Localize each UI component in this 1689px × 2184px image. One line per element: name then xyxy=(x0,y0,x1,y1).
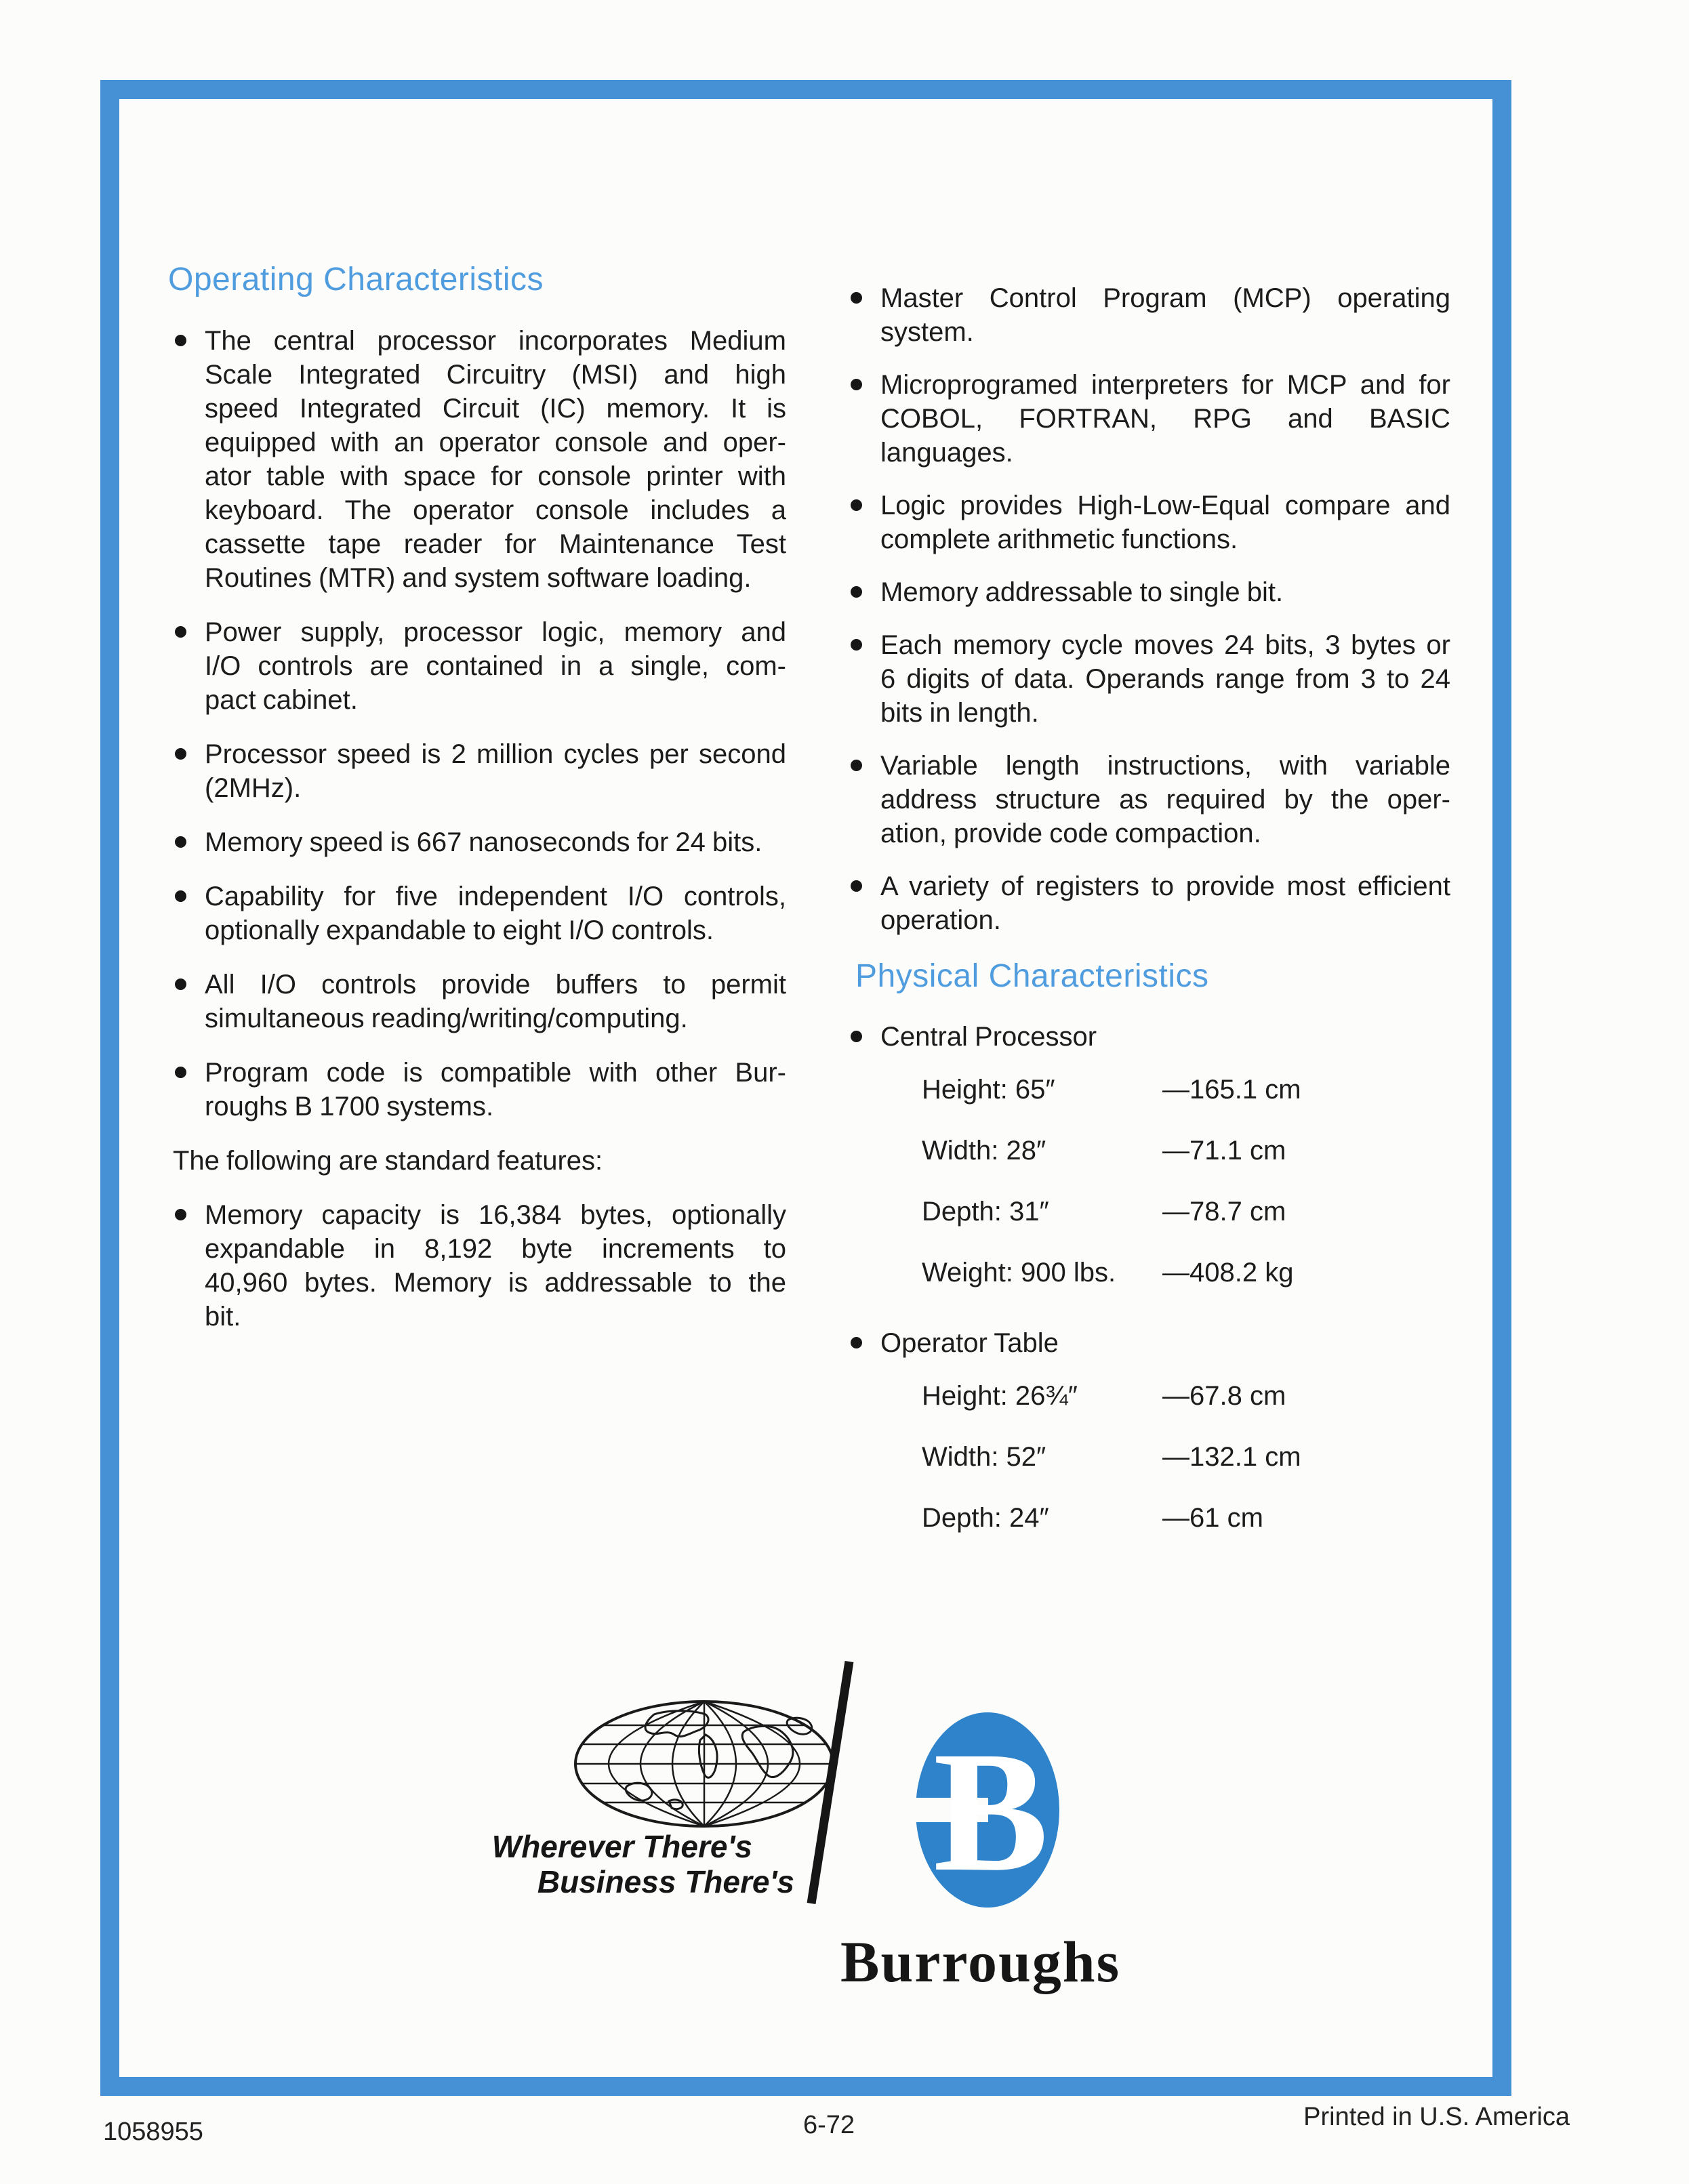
text-line: (2MHz). xyxy=(205,773,302,803)
logo-tagline-line2: Business There's xyxy=(537,1864,794,1899)
text-line: equipped with an operator console and oper- xyxy=(205,428,786,457)
bullet-dot-icon xyxy=(175,836,186,848)
text-line: All I/O controls provide buffers to permit xyxy=(205,970,786,1000)
bullet-paragraph xyxy=(173,615,786,717)
bullet-dot-icon xyxy=(175,748,186,760)
spec-metric-value: —61 cm xyxy=(1162,1503,1263,1533)
spec-label: Height: 65″ xyxy=(922,1075,1055,1105)
right-column xyxy=(849,281,1450,1562)
bullet-paragraph xyxy=(849,1020,1450,1054)
text-line: cassette tape reader for Maintenance Test xyxy=(205,529,786,559)
paragraph-text xyxy=(880,575,1450,609)
text-line: ation, provide code compaction. xyxy=(880,819,1261,848)
text-line: roughs B 1700 systems. xyxy=(205,1092,494,1121)
spec-metric-value: —67.8 cm xyxy=(1162,1381,1286,1411)
bullet-paragraph xyxy=(849,628,1450,730)
text-line: The following are standard features: xyxy=(173,1146,603,1176)
bullet-dot-icon xyxy=(175,1209,186,1220)
bullet-paragraph xyxy=(849,1326,1450,1360)
paragraph-text xyxy=(205,968,786,1035)
spec-rows xyxy=(849,1379,1450,1535)
text-line: optionally expandable to eight I/O controls. xyxy=(205,915,714,945)
bullet-dot-icon xyxy=(851,292,862,304)
plain-paragraph xyxy=(173,1144,786,1178)
spec-label: Width: 52″ xyxy=(922,1442,1046,1472)
text-line: speed Integrated Circuit (IC) memory. It is xyxy=(205,394,786,424)
spec-row xyxy=(922,1379,1450,1413)
text-line: 6 digits of data. Operands range from 3 to 24 xyxy=(880,664,1450,694)
text-line: address structure as required by the oper- xyxy=(880,785,1450,815)
paragraph-text xyxy=(880,368,1450,470)
bullet-paragraph xyxy=(173,324,786,595)
text-line: Master Control Program (MCP) operating xyxy=(880,283,1450,313)
text-line: A variety of registers to provide most efficient xyxy=(880,871,1450,901)
text-line: Processor speed is 2 million cycles per second xyxy=(205,739,786,769)
physical-spec-table xyxy=(849,1020,1450,1535)
spec-metric-value: —71.1 cm xyxy=(1162,1136,1286,1166)
bullet-dot-icon xyxy=(175,890,186,902)
text-line: Scale Integrated Circuitry (MSI) and high xyxy=(205,360,786,390)
text-line: Central Processor xyxy=(880,1022,1097,1052)
paragraph-text xyxy=(205,1056,786,1124)
paragraph-text xyxy=(880,628,1450,730)
paragraph-text xyxy=(880,869,1450,937)
text-line: operation. xyxy=(880,905,1001,935)
text-line: Microprogramed interpreters for MCP and for xyxy=(880,370,1450,400)
spec-label: Width: 28″ xyxy=(922,1136,1046,1166)
paragraph-text xyxy=(205,324,786,595)
text-line: Each memory cycle moves 24 bits, 3 bytes or xyxy=(880,630,1450,660)
spec-rows xyxy=(849,1073,1450,1290)
spec-row xyxy=(922,1440,1450,1474)
paragraph-text xyxy=(880,281,1450,349)
text-line: Operator Table xyxy=(880,1328,1059,1358)
bullet-paragraph xyxy=(849,281,1450,349)
globe-icon xyxy=(573,1699,836,1828)
bullet-paragraph xyxy=(173,1056,786,1124)
spec-metric-value: —132.1 cm xyxy=(1162,1442,1301,1472)
bullet-dot-icon xyxy=(851,880,862,892)
spec-label: Height: 26¾″ xyxy=(922,1381,1078,1411)
paragraph-text xyxy=(205,737,786,805)
bullet-paragraph xyxy=(173,825,786,859)
logo-tagline-line1: Wherever There's xyxy=(491,1829,752,1864)
text-line: Memory speed is 667 nanoseconds for 24 bits. xyxy=(205,827,762,857)
section-heading-physical-characteristics: Physical Characteristics xyxy=(855,958,1209,994)
spec-row xyxy=(922,1195,1450,1229)
text-line: Routines (MTR) and system software loading. xyxy=(205,563,752,593)
section-heading-operating-characteristics: Operating Characteristics xyxy=(168,262,544,297)
text-line: Variable length instructions, with variable xyxy=(880,751,1450,781)
spec-label: Weight: 900 lbs. xyxy=(922,1258,1116,1287)
text-line: ator table with space for console printer with xyxy=(205,461,786,491)
spec-row xyxy=(922,1256,1450,1290)
bullet-dot-icon xyxy=(851,499,862,511)
bullet-dot-icon xyxy=(851,1031,862,1042)
spec-row xyxy=(922,1501,1450,1535)
spec-metric-value: —408.2 kg xyxy=(1162,1258,1294,1287)
text-line: Logic provides High-Low-Equal compare and xyxy=(880,491,1450,520)
bullet-dot-icon xyxy=(175,335,186,346)
spec-group xyxy=(849,1326,1450,1535)
bullet-paragraph xyxy=(849,749,1450,850)
text-line: simultaneous reading/writing/computing. xyxy=(205,1004,688,1033)
bullet-paragraph xyxy=(849,575,1450,609)
text-line: The central processor incorporates Medium xyxy=(205,326,786,356)
bullet-dot-icon xyxy=(175,1067,186,1078)
bullet-paragraph xyxy=(173,968,786,1035)
spec-label: Depth: 24″ xyxy=(922,1503,1049,1533)
paragraph-text xyxy=(880,489,1450,556)
bullet-dot-icon xyxy=(851,586,862,598)
paragraph-text xyxy=(205,880,786,947)
right-column-bullet-list xyxy=(849,281,1450,937)
text-line: bits in length. xyxy=(880,698,1039,728)
bullet-paragraph xyxy=(173,1198,786,1334)
footer-printed-in: Printed in U.S. America xyxy=(1303,2103,1570,2131)
bullet-paragraph xyxy=(173,880,786,947)
bullet-dot-icon xyxy=(851,379,862,390)
spec-row xyxy=(922,1134,1450,1168)
text-line: Capability for five independent I/O controls, xyxy=(205,882,786,911)
text-line: bit. xyxy=(205,1302,241,1332)
text-line: Memory capacity is 16,384 bytes, optionally xyxy=(205,1200,786,1230)
spec-group xyxy=(849,1020,1450,1290)
text-line: keyboard. The operator console includes a xyxy=(205,495,786,525)
paragraph-text xyxy=(205,825,786,859)
bullet-dot-icon xyxy=(851,1337,862,1348)
text-line: COBOL, FORTRAN, RPG and BASIC languages. xyxy=(880,404,1450,468)
text-line: system. xyxy=(880,317,974,347)
text-line: expandable in 8,192 byte increments to xyxy=(205,1234,786,1264)
text-line: Program code is compatible with other Bur- xyxy=(205,1058,786,1088)
burroughs-b-icon xyxy=(912,1709,1063,1911)
spec-metric-value: —78.7 cm xyxy=(1162,1197,1286,1227)
spec-label: Depth: 31″ xyxy=(922,1197,1049,1227)
spec-row xyxy=(922,1073,1450,1107)
text-line: 40,960 bytes. Memory is addressable to the xyxy=(205,1268,786,1298)
paragraph-text xyxy=(880,1020,1450,1054)
brand-wordmark: Burroughs xyxy=(840,1929,1121,1994)
paragraph-text xyxy=(880,1326,1450,1360)
left-column xyxy=(173,324,786,1354)
bullet-dot-icon xyxy=(175,978,186,990)
bullet-paragraph xyxy=(173,737,786,805)
text-line: I/O controls are contained in a single, com- xyxy=(205,651,786,681)
slash-mark xyxy=(803,1657,859,1909)
text-line: Memory addressable to single bit. xyxy=(880,577,1284,607)
bullet-paragraph xyxy=(849,489,1450,556)
bullet-dot-icon xyxy=(175,626,186,638)
paragraph-text xyxy=(205,615,786,717)
text-line: pact cabinet. xyxy=(205,685,358,715)
footer-form-number: 1058955 xyxy=(103,2118,203,2146)
footer-page-number: 6-72 xyxy=(803,2111,855,2139)
text-line: Power supply, processor logic, memory and xyxy=(205,617,786,647)
paragraph-text xyxy=(205,1198,786,1334)
text-line: complete arithmetic functions. xyxy=(880,524,1238,554)
bullet-paragraph xyxy=(849,368,1450,470)
bullet-dot-icon xyxy=(851,639,862,651)
bullet-paragraph xyxy=(849,869,1450,937)
bullet-dot-icon xyxy=(851,760,862,771)
svg-text:B: B xyxy=(933,1716,1049,1908)
paragraph-text xyxy=(173,1144,786,1178)
paragraph-text xyxy=(880,749,1450,850)
spec-metric-value: —165.1 cm xyxy=(1162,1075,1301,1105)
